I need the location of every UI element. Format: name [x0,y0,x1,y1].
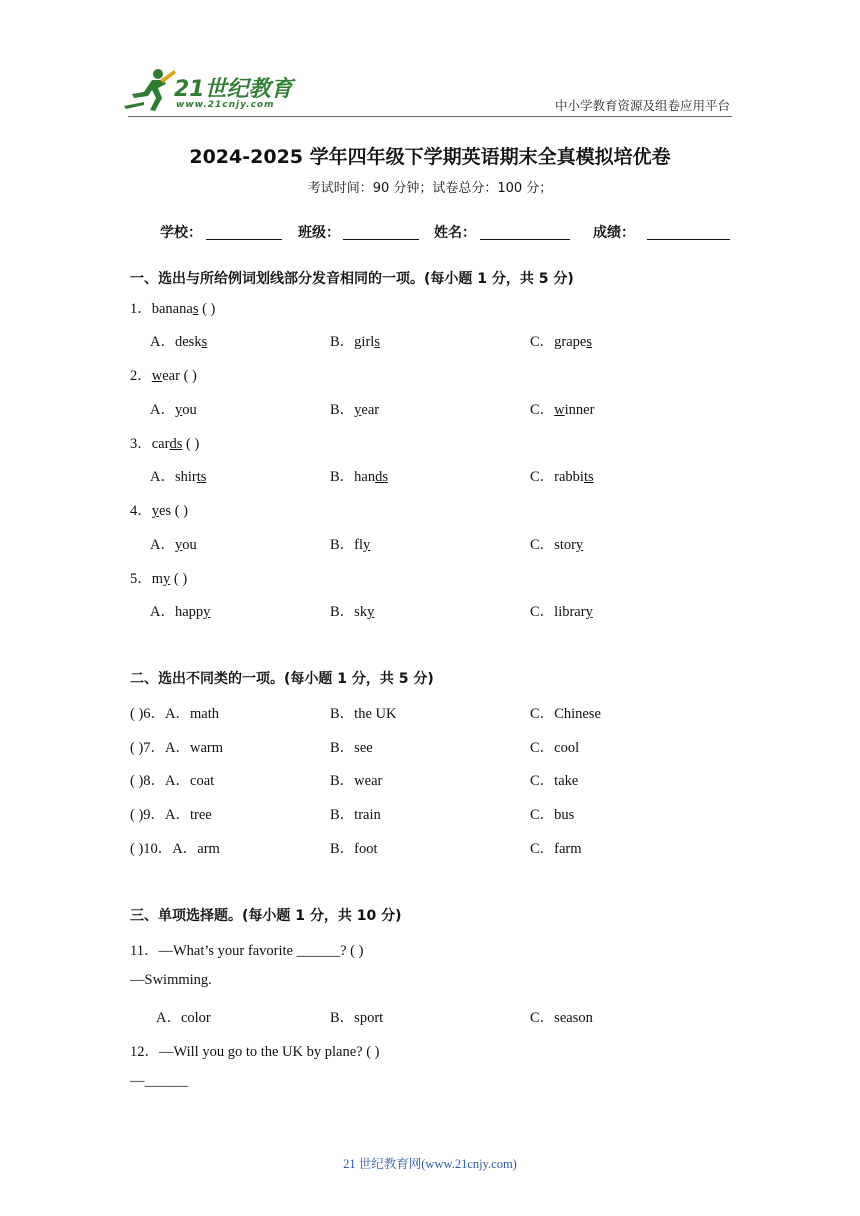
stem-u: y [151,503,159,519]
section-2-title: 二、选出不同类的一项。(每小题 1 分，共 5 分) [130,671,434,687]
question-9-option-a[interactable] [130,803,212,824]
class-field[interactable] [343,239,419,240]
question-7-option-a[interactable] [130,736,223,757]
option-a: coat [190,773,215,789]
stem-paren: ( ) [198,301,216,317]
option-u: s [586,334,593,350]
stem-num: 3． [130,436,152,452]
stem-num: 4． [130,503,152,519]
option-pre: stor [554,537,576,553]
header-divider [128,116,732,117]
stem-num: 5． [130,571,152,587]
option-label: A． [150,537,175,553]
option-a: math [190,706,220,722]
question-6-option-c[interactable] [530,702,601,723]
option-label: A． [150,604,175,620]
question-10-option-a[interactable] [130,837,220,858]
school-field[interactable] [206,239,282,240]
question-11-option-a[interactable]: A．color [156,1010,211,1026]
stem-paren: ( ) [182,436,200,452]
option-c_label: C． [530,773,555,789]
question-1-option-c[interactable] [530,330,592,351]
option-u: y [367,604,375,620]
name-label: 姓名： [434,225,476,241]
question-6-option-a[interactable] [130,702,219,723]
option-pre: grape [554,334,587,350]
option-b: the UK [354,706,397,722]
option-u: y [585,604,593,620]
option-label: C． [530,604,555,620]
option-pre: librar [554,604,586,620]
option-u: y [575,537,584,553]
option-lead: ( )8．A． [130,773,191,789]
student-info-row [0,222,860,242]
question-10-option-b[interactable] [330,837,378,858]
option-b_label: B． [330,740,355,756]
page-footer: 21 世纪教育网(www.21cnjy.com) [343,1157,517,1171]
question-12-answer: —______ [130,1073,188,1089]
option-label: C． [530,469,555,485]
stem-paren: ( ) [179,368,197,384]
stem-post: es [159,503,172,519]
question-1-option-a[interactable] [150,330,207,351]
question-7-option-c[interactable] [530,736,579,757]
question-2-stem [130,364,197,385]
question-2-option-a[interactable] [150,398,197,419]
option-label: C． [530,402,555,418]
stem-pre: m [151,571,164,587]
option-pre: desk [174,334,202,350]
question-4-option-b[interactable] [330,533,370,554]
option-pre: shir [174,469,197,485]
option-u: y [203,604,211,620]
score-field[interactable] [647,239,730,240]
question-8-option-a[interactable] [130,769,214,790]
option-u: y [174,402,183,418]
section-3-title: 三、单项选择题。(每小题 1 分，共 10 分) [130,908,402,924]
option-u: y [363,537,371,553]
option-b: wear [354,773,383,789]
option-lead: ( )9．A． [130,807,191,823]
exam-subtitle: 考试时间：90 分钟；试卷总分：100 分； [307,181,553,196]
option-u: s [201,334,208,350]
option-c_label: C． [530,740,555,756]
logo [122,66,292,114]
option-label: B． [330,604,355,620]
question-11-option-c[interactable]: C．season [530,1010,593,1026]
option-label: B． [330,334,355,350]
question-4-option-a[interactable] [150,533,197,554]
option-pre: han [354,469,376,485]
option-lead: ( )6．A． [130,706,191,722]
stem-paren: ( ) [171,503,189,519]
option-post: ou [182,402,197,418]
section-1-title: 一、选出与所给例词划线部分发音相同的一项。(每小题 1 分，共 5 分) [130,271,574,287]
option-label: B． [330,402,355,418]
option-label: C． [530,334,555,350]
option-u: s [374,334,380,350]
name-field[interactable] [480,239,570,240]
platform-name: 中小学教育资源及组卷应用平台 [554,98,730,113]
question-8-option-c[interactable] [530,769,578,790]
option-c_label: C． [530,841,555,857]
question-7-option-b[interactable] [330,736,373,757]
class-label: 班级： [298,225,340,241]
stem-paren: ( ) [170,571,188,587]
option-b_label: B． [330,841,355,857]
option-b: train [354,807,381,823]
option-a: tree [190,807,212,823]
question-2-option-b[interactable] [330,398,379,419]
option-label: B． [330,469,355,485]
logo-url: www.21cnjy.com [176,100,275,110]
question-1-stem [130,297,215,318]
option-lead: ( )10．A． [130,841,198,857]
stem-u: s [192,301,199,317]
question-5-option-b[interactable] [330,600,374,621]
question-11-option-b[interactable]: B．sport [330,1010,384,1026]
score-label: 成绩： [593,225,635,241]
option-post: ear [361,402,380,418]
question-11-stem: 11．—What’s your favorite ______? ( ) [130,943,364,959]
option-label: A． [150,334,175,350]
option-c: take [554,773,579,789]
question-12-stem: 12．—Will you go to the UK by plane? ( ) [130,1044,380,1060]
option-lead: ( )7．A． [130,740,191,756]
question-9-option-b[interactable] [330,803,381,824]
option-u: ts [583,469,594,485]
question-1-option-b[interactable] [330,330,380,351]
option-pre: girl [354,334,375,350]
option-u: w [554,402,565,418]
option-b_label: B． [330,807,355,823]
option-b: foot [354,841,378,857]
option-b_label: B． [330,706,355,722]
question-6-option-b[interactable] [330,702,396,723]
option-b_label: B． [330,773,355,789]
option-a: warm [190,740,224,756]
question-5-option-c[interactable] [530,600,593,621]
option-label: A． [150,469,175,485]
option-u: ts [196,469,207,485]
option-c_label: C． [530,807,555,823]
stem-post: ear [162,368,180,384]
runner-logo-icon [122,66,178,114]
exam-title: 2024-2025 学年四年级下学期英语期末全真模拟培优卷 [189,146,671,168]
option-u: y [174,537,183,553]
question-3-stem [130,432,199,453]
logo-text: 21世纪教育 [174,77,293,102]
option-c_label: C． [530,706,555,722]
option-c: bus [554,807,575,823]
question-8-option-b[interactable] [330,769,382,790]
option-post: inner [564,402,595,418]
option-pre: sk [354,604,368,620]
stem-pre: car [151,436,170,452]
question-4-option-c[interactable] [530,533,583,554]
stem-num: 1． [130,301,152,317]
question-10-option-c[interactable] [530,837,582,858]
option-pre: happ [174,604,204,620]
question-11-answer: —Swimming. [130,972,212,988]
question-5-option-a[interactable] [150,600,210,621]
question-4-stem [130,499,188,520]
option-pre: rabbi [554,469,584,485]
option-label: B． [330,537,355,553]
option-post: ou [182,537,197,553]
option-u: ds [375,469,389,485]
school-label: 学校： [160,225,202,241]
question-2-option-c[interactable] [530,398,594,419]
option-c: cool [554,740,580,756]
option-b: see [354,740,373,756]
option-label: A． [150,402,175,418]
question-3-option-c[interactable] [530,465,594,486]
option-pre: fl [354,537,364,553]
option-c: Chinese [554,706,601,722]
stem-u: w [151,368,163,384]
stem-num: 2． [130,368,152,384]
option-u: y [354,402,362,418]
stem-u: ds [169,436,183,452]
option-c: farm [554,841,582,857]
question-3-option-a[interactable] [150,465,206,486]
question-9-option-c[interactable] [530,803,574,824]
question-3-option-b[interactable] [330,465,388,486]
question-5-stem [130,567,187,588]
option-label: C． [530,537,555,553]
stem-pre: banana [151,301,193,317]
option-a: arm [197,841,220,857]
page-header [0,0,860,130]
stem-u: y [163,571,171,587]
